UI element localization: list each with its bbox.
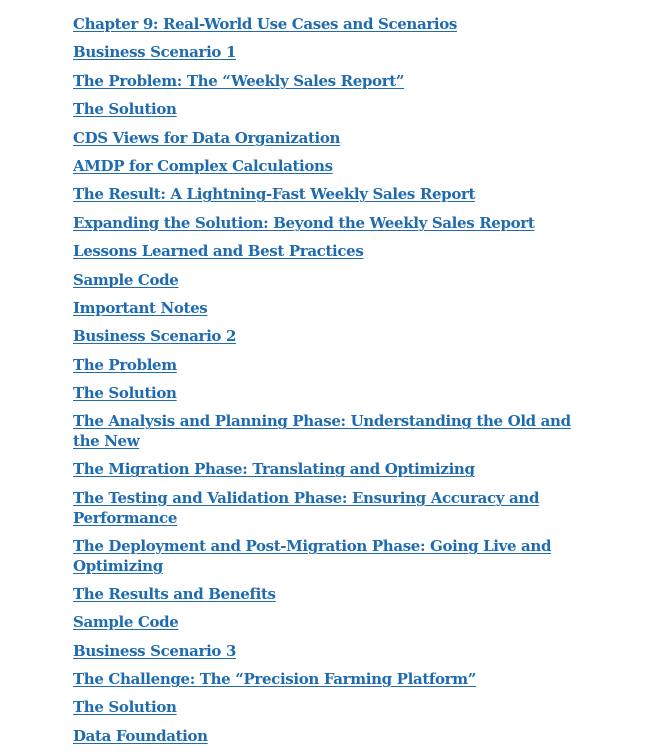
toc-link[interactable]: The Challenge: The “Precision Farming Platform” [73, 670, 477, 689]
toc-item-cds-views [73, 128, 593, 156]
toc-item-solution [73, 383, 593, 411]
toc-item-testing-validation [73, 488, 593, 536]
toc-item-results-benefits [73, 584, 593, 612]
toc-link[interactable]: Business Scenario 1 [73, 43, 237, 62]
toc-link[interactable]: Business Scenario 3 [73, 641, 237, 660]
toc-item-migration-phase [73, 459, 593, 487]
toc-item-business-scenario-3 [73, 641, 593, 669]
toc-link[interactable]: The Solution [73, 100, 177, 119]
toc-item-problem-weekly-sales [73, 71, 593, 99]
toc-item-challenge-precision-farming [73, 669, 593, 697]
toc-link[interactable]: Chapter 9: Real-World Use Cases and Scenarios [73, 15, 457, 33]
toc-item-problem [73, 355, 593, 383]
toc-link[interactable]: The Problem [73, 355, 177, 374]
toc-item-sample-code [73, 612, 593, 640]
toc-item-deployment [73, 536, 593, 584]
toc-item-solution [73, 99, 593, 127]
toc-link[interactable]: The Solution [73, 384, 177, 403]
toc-item-sample-code [73, 270, 593, 298]
toc-item-important-notes [73, 298, 593, 326]
toc-link[interactable]: The Solution [73, 698, 177, 717]
toc-link[interactable]: The Testing and Validation Phase: Ensuring Accuracy and Performance [73, 488, 540, 527]
table-of-contents [73, 14, 593, 754]
toc-item-business-scenario-2 [73, 326, 593, 354]
toc-item-expanding-solution [73, 213, 593, 241]
toc-link[interactable]: Sample Code [73, 270, 179, 289]
toc-link[interactable]: Important Notes [73, 298, 208, 317]
toc-item-solution [73, 697, 593, 725]
toc-item-amdp [73, 156, 593, 184]
toc-item-analysis-planning [73, 411, 593, 459]
toc-link[interactable]: The Deployment and Post-Migration Phase: Going Live and Optimizing [73, 536, 552, 575]
toc-item-lessons-learned [73, 241, 593, 269]
toc-item-chapter-9 [73, 14, 593, 42]
toc-item-business-scenario-1 [73, 42, 593, 70]
toc-item-data-foundation [73, 726, 593, 754]
toc-link[interactable]: Business Scenario 2 [73, 327, 237, 346]
toc-link[interactable]: Data Foundation [73, 726, 208, 745]
toc-link[interactable]: The Problem: The “Weekly Sales Report” [73, 71, 405, 90]
toc-link[interactable]: The Results and Benefits [73, 584, 276, 603]
toc-link[interactable]: AMDP for Complex Calculations [73, 156, 333, 175]
toc-link[interactable]: CDS Views for Data Organization [73, 128, 341, 147]
toc-link[interactable]: Expanding the Solution: Beyond the Weekly Sales Report [73, 213, 535, 232]
toc-link[interactable]: Lessons Learned and Best Practices [73, 242, 364, 261]
toc-item-result [73, 184, 593, 212]
toc-link[interactable]: Sample Code [73, 613, 179, 632]
toc-link[interactable]: The Analysis and Planning Phase: Understanding the Old and the New [73, 412, 571, 451]
toc-link[interactable]: The Migration Phase: Translating and Optimizing [73, 460, 475, 479]
toc-link[interactable]: The Result: A Lightning-Fast Weekly Sales Report [73, 185, 476, 204]
